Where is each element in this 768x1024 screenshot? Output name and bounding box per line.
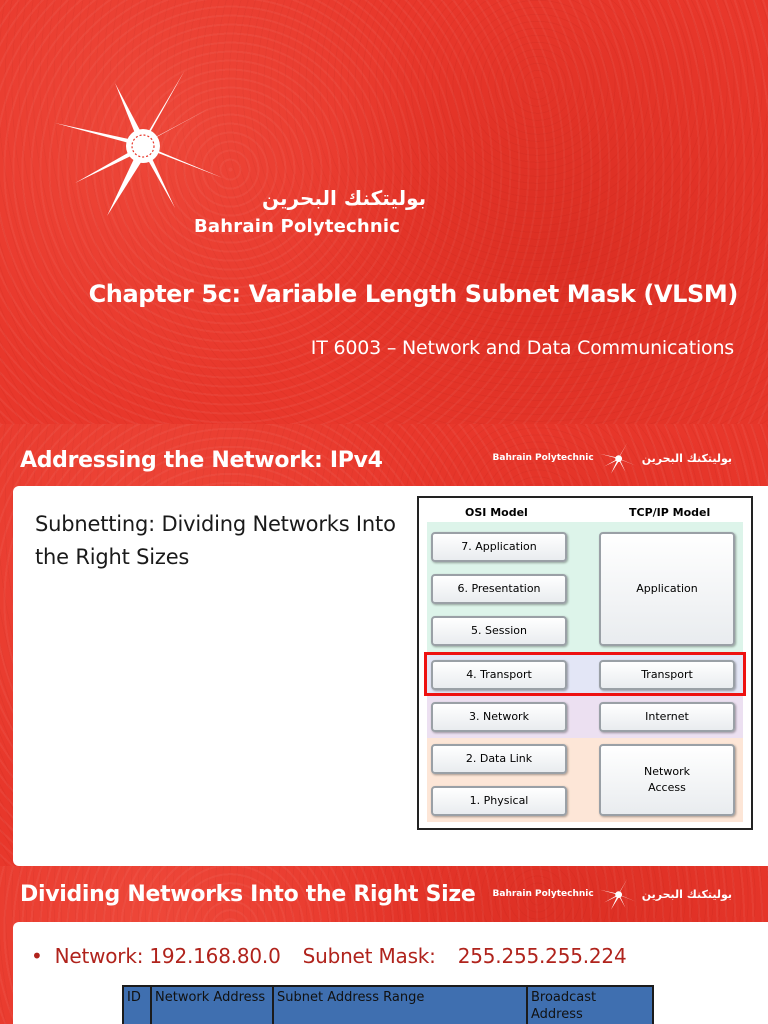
osi-layer-application: 7. Application [431, 532, 567, 562]
brand-name: Bahrain Polytechnic [194, 216, 401, 237]
slide-header [0, 424, 768, 486]
body-text: Subnetting: Dividing Networks Into the Right Sizes [35, 512, 396, 569]
polytechnic-star-logo-icon [598, 442, 638, 474]
brand-logo [493, 878, 732, 910]
subnet-mask-value: 255.255.255.224 [457, 944, 627, 968]
brand-logo [493, 442, 732, 474]
osi-layer-presentation: 6. Presentation [431, 574, 567, 604]
addressing-slide [0, 424, 768, 866]
polytechnic-star-logo-icon [598, 878, 638, 910]
subnet-size-slide [0, 866, 768, 1024]
slide-title: Addressing the Network: IPv4 [20, 448, 383, 473]
osi-layer-transport: 4. Transport [431, 660, 567, 690]
slide-title: Chapter 5c: Variable Length Subnet Mask (VLSM) [88, 280, 738, 308]
tcpip-layer-transport: Transport [599, 660, 735, 690]
tcpip-layer-internet: Internet [599, 702, 735, 732]
polytechnic-star-logo-icon [55, 68, 225, 218]
col-header-id: ID [123, 986, 151, 1024]
content-panel [13, 486, 768, 866]
brand-name-arabic: بوليتكنك البحرين [262, 186, 427, 210]
slide-header [0, 866, 768, 922]
table-header-row [123, 986, 653, 1024]
osi-layer-session: 5. Session [431, 616, 567, 646]
col-header-network-address: Network Address [151, 986, 273, 1024]
osi-layer-physical: 1. Physical [431, 786, 567, 816]
network-address-label: Network: 192.168.80.0 [54, 944, 281, 968]
subnet-mask-label: Subnet Mask: [302, 944, 436, 968]
slide-title: Dividing Networks Into the Right Size [20, 882, 476, 907]
col-header-subnet-range: Subnet Address Range [273, 986, 527, 1024]
brand-name: Bahrain Polytechnic [492, 453, 594, 463]
bullet-point: • [31, 944, 43, 968]
content-panel [13, 922, 768, 1024]
col-header-broadcast-address: Broadcast Address [527, 986, 653, 1024]
tcpip-layer-application: Application [599, 532, 735, 646]
brand-name-arabic: بوليتكنك البحرين [641, 451, 732, 465]
slide-subtitle: IT 6003 – Network and Data Communications [310, 337, 734, 359]
network-bullet [31, 944, 627, 968]
osi-layer-network: 3. Network [431, 702, 567, 732]
subnet-table [122, 985, 654, 1024]
tcpip-model-heading: TCP/IP Model [629, 506, 711, 519]
tcpip-layer-network-access: Network Access [599, 744, 735, 816]
osi-layer-data-link: 2. Data Link [431, 744, 567, 774]
title-slide [0, 0, 768, 424]
osi-tcpip-diagram [417, 496, 753, 830]
transport-highlight [424, 652, 746, 696]
osi-model-heading: OSI Model [465, 506, 528, 519]
brand-name: Bahrain Polytechnic [492, 889, 594, 899]
brand-name-arabic: بوليتكنك البحرين [641, 887, 732, 901]
